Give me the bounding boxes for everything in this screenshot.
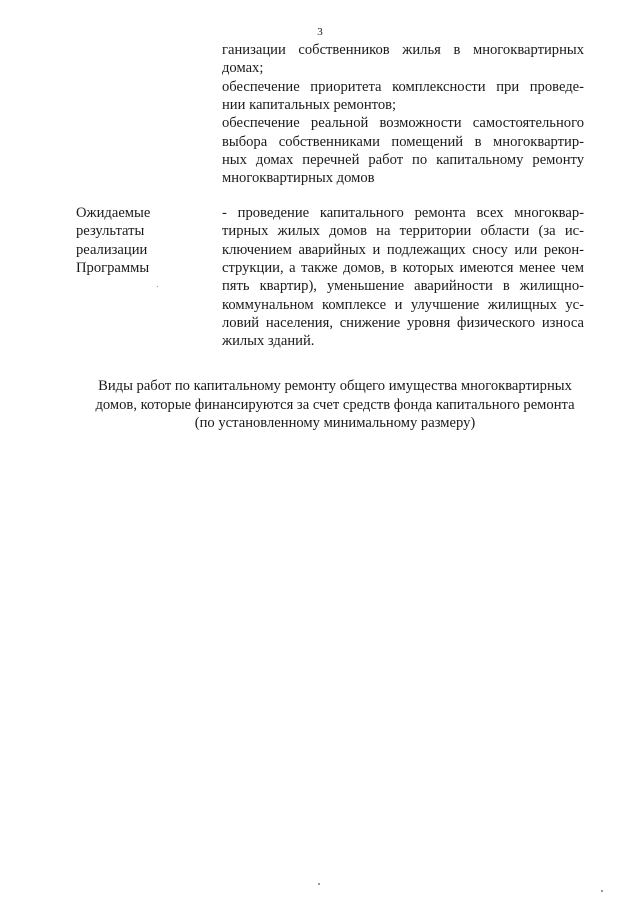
scan-speck xyxy=(318,883,320,885)
intro-line: ганизации собственников жилья в многоквартирных xyxy=(222,42,584,58)
label-line: Ожидаемые xyxy=(76,205,151,221)
result-line: струкции, а также домов, в которых имеются менее чем xyxy=(222,260,584,276)
result-line: жилых зданий. xyxy=(222,333,315,349)
intro-line: обеспечение приоритета комплексности при проведе- xyxy=(222,79,584,95)
result-line: тирных жилых домов на территории области (за ис- xyxy=(222,223,584,239)
label-line: результаты xyxy=(76,223,145,239)
heading-line: Виды работ по капитальному ремонту общего имущества многоквартирных xyxy=(98,378,572,394)
scan-speck xyxy=(157,286,158,287)
page-number: 3 xyxy=(317,26,323,38)
label-line: Программы xyxy=(76,260,150,276)
intro-line: домах; xyxy=(222,60,264,76)
result-line: - проведение капитального ремонта всех многоквар- xyxy=(222,205,584,221)
intro-line: обеспечение реальной возможности самостоятельного xyxy=(222,115,584,131)
intro-line: ных домах перечней работ по капитальному ремонту xyxy=(222,152,584,168)
intro-line: многоквартирных домов xyxy=(222,170,375,186)
result-line: ключением аварийных и подлежащих сносу или рекон- xyxy=(222,242,584,258)
heading-line: (по установленному минимальному размеру) xyxy=(194,415,476,431)
intro-line: выбора собственниками помещений в многоквартир- xyxy=(222,134,584,150)
intro-line: нии капитальных ремонтов; xyxy=(222,97,397,113)
label-line: реализации xyxy=(76,242,148,258)
result-line: пять квартир), уменьшение аварийности в жилищно- xyxy=(222,278,584,294)
result-line: коммунальном комплексе и улучшение жилищных ус- xyxy=(222,297,584,313)
scan-speck xyxy=(601,890,603,892)
result-line: ловий населения, снижение уровня физического износа xyxy=(222,315,584,331)
heading-line: домов, которые финансируются за счет средств фонда капитального ремонта xyxy=(95,397,575,413)
